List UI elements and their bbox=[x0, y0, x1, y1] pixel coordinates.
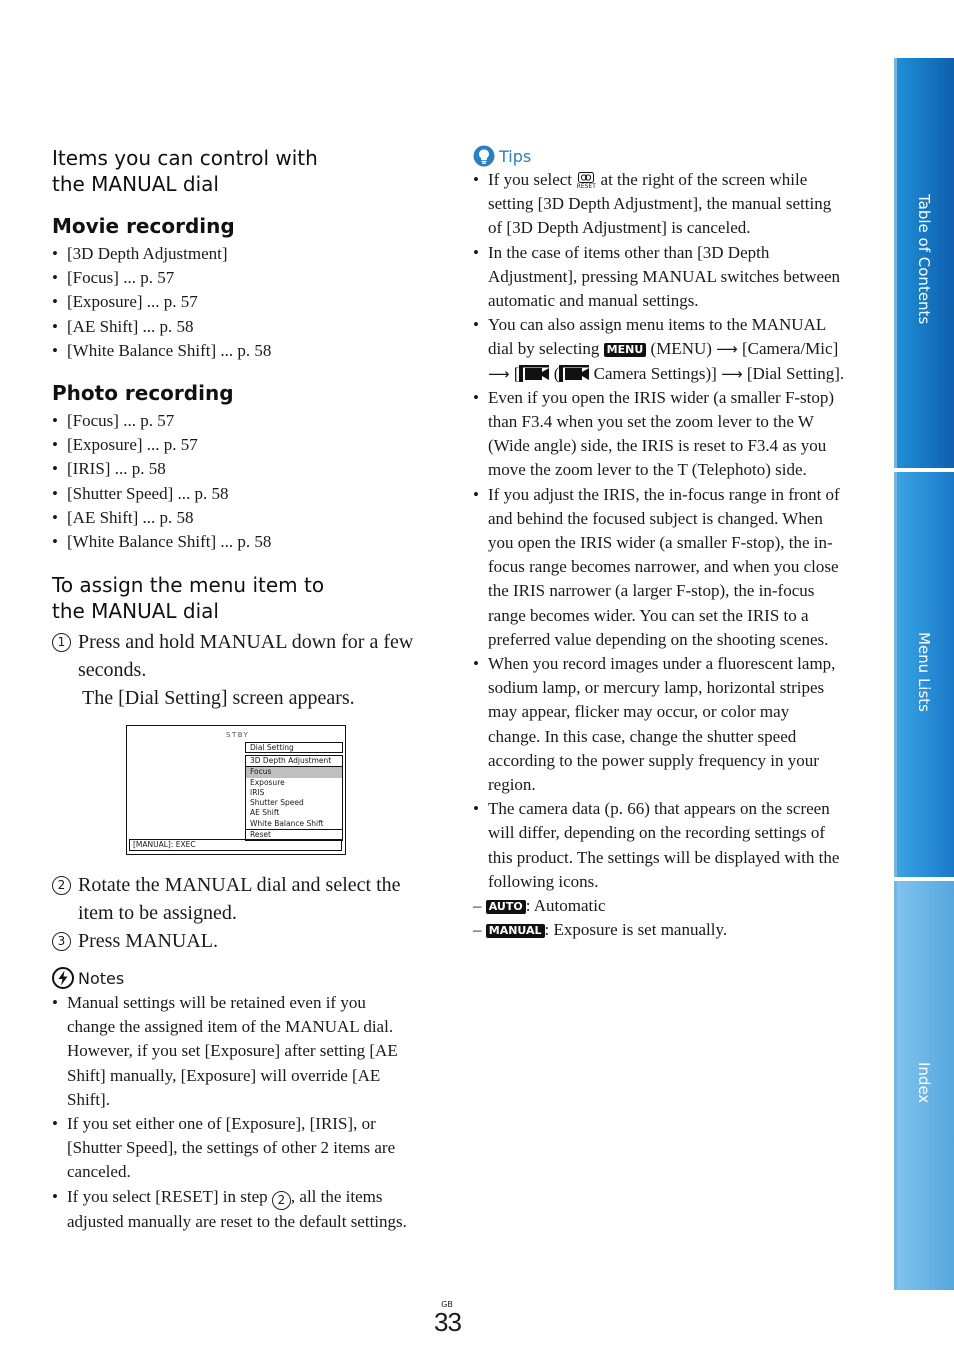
list-item bbox=[473, 313, 845, 386]
list-item: • Even if you open the IRIS wider (a smaller F-stop) than F3.4 when you set the zoom lever to the W (Wide angle) side, the IRIS is reset to F3.4 as you move the zoom lever to the T (Telephoto) side. bbox=[473, 386, 845, 483]
tip-text: If you select bbox=[488, 170, 577, 189]
step-number-badge: 2 bbox=[272, 1191, 291, 1210]
manual-icon: MANUAL bbox=[486, 924, 545, 938]
menu-item: IRIS bbox=[250, 787, 265, 797]
legend-text: : Automatic bbox=[525, 896, 606, 916]
camera-settings-icon bbox=[559, 365, 589, 382]
step-2 bbox=[52, 871, 422, 927]
menu-button-icon: MENU bbox=[604, 343, 647, 357]
list-item: • [3D Depth Adjustment] bbox=[52, 242, 422, 266]
tip-text: ( bbox=[549, 363, 560, 383]
movie-recording-heading: Movie recording bbox=[52, 214, 235, 238]
right-column bbox=[473, 145, 845, 943]
list-item: • [IRIS] ... p. 58 bbox=[52, 457, 422, 481]
step-number-badge: 2 bbox=[52, 876, 71, 895]
tip-text: [Dial Setting]. bbox=[742, 363, 845, 383]
sidebar-nav bbox=[894, 58, 954, 1290]
tip-text: at the right of the screen while setting [3D Depth Adjustment], the manual setting of [3D Depth Adjustment] is canceled. bbox=[488, 170, 832, 238]
exec-bar: [MANUAL]: EXEC bbox=[129, 839, 342, 851]
list-item: • Manual settings will be retained even if you change the assigned item of the MANUAL dial. However, if you set [Exposure] after setting [AE Shift] manually, [Exposure] will override [AE Shift]. bbox=[52, 991, 417, 1112]
camera-settings-icon bbox=[519, 365, 549, 382]
notes-label: Notes bbox=[78, 968, 125, 988]
reset-icon bbox=[576, 172, 596, 190]
page-number-value: 33 bbox=[434, 1307, 461, 1337]
list-item: • [Focus] ... p. 57 bbox=[52, 266, 422, 290]
note-text: If you select [RESET] in step bbox=[67, 1186, 272, 1206]
step-number-badge: 1 bbox=[52, 633, 71, 652]
list-item bbox=[473, 168, 845, 241]
tip-text: [ bbox=[509, 363, 520, 383]
assign-heading: To assign the menu item to the MANUAL dial bbox=[52, 573, 325, 624]
dial-setting-menu bbox=[245, 742, 343, 841]
tips-label: Tips bbox=[499, 146, 532, 166]
step-text: Press MANUAL. bbox=[78, 930, 218, 952]
legend-text: : Exposure is set manually. bbox=[544, 920, 728, 940]
menu-item: 3D Depth Adjustment bbox=[246, 756, 342, 767]
menu-item: Shutter Speed bbox=[250, 798, 304, 808]
list-item bbox=[473, 797, 845, 942]
menu-box bbox=[245, 755, 343, 841]
menu-title: Dial Setting bbox=[245, 742, 343, 753]
menu-item: AE Shift bbox=[250, 808, 280, 818]
notes-icon bbox=[52, 967, 74, 989]
tab-label: Table of Contents bbox=[915, 194, 933, 325]
arrow-right-icon: ⟶ bbox=[488, 364, 510, 383]
tips-list bbox=[473, 168, 845, 943]
step-number-badge: 3 bbox=[52, 932, 71, 951]
list-item: • [White Balance Shift] ... p. 58 bbox=[52, 530, 422, 554]
tab-index[interactable] bbox=[894, 881, 954, 1290]
step-3 bbox=[52, 927, 422, 955]
tab-label: Menu Lists bbox=[915, 632, 933, 712]
list-item: • In the case of items other than [3D Depth Adjustment], pressing MANUAL switches between automatic and manual settings. bbox=[473, 241, 845, 314]
note-text: , all the items adjusted manually are reset to the default settings. bbox=[67, 1186, 407, 1231]
arrow-right-icon: ⟶ bbox=[716, 340, 738, 359]
list-item: • [Focus] ... p. 57 bbox=[52, 409, 422, 433]
step-1 bbox=[52, 628, 418, 712]
dash: – bbox=[473, 920, 482, 940]
stby-indicator: STBY bbox=[226, 731, 250, 739]
icon-legend-manual bbox=[473, 918, 845, 942]
reset-icon-text: RESET bbox=[576, 183, 596, 190]
list-item: • [Exposure] ... p. 57 bbox=[52, 433, 422, 457]
tip-text: [Camera/Mic] bbox=[737, 339, 839, 359]
tab-menu-lists[interactable] bbox=[894, 472, 954, 877]
list-item: • When you record images under a fluorescent lamp, sodium lamp, or mercury lamp, horizontal stripes may appear, flicker may occur, or color may change. In this case, change the shutter speed according to the power supply frequency in your region. bbox=[473, 652, 845, 797]
tips-header bbox=[473, 145, 845, 167]
movie-items-list bbox=[52, 242, 422, 363]
left-column-lower bbox=[52, 871, 422, 1234]
photo-items-list bbox=[52, 409, 422, 554]
step-text: Press and hold MANUAL down for a few seconds. bbox=[78, 631, 414, 682]
tip-text: Camera Settings)] bbox=[589, 363, 722, 383]
list-item: • [Exposure] ... p. 57 bbox=[52, 290, 422, 314]
page-number bbox=[434, 1300, 461, 1337]
photo-recording-heading: Photo recording bbox=[52, 381, 234, 406]
region-code: GB bbox=[441, 1300, 453, 1309]
menu-item-highlighted: Focus bbox=[246, 767, 342, 777]
arrow-right-icon: ⟶ bbox=[721, 364, 743, 383]
tip-text: The camera data (p. 66) that appears on the screen will differ, depending on the recording settings of this product. The settings will be displayed with the following icons. bbox=[488, 799, 840, 891]
lightbulb-icon bbox=[473, 145, 495, 167]
list-item: • If you set either one of [Exposure], [IRIS], or [Shutter Speed], the settings of other 2 items are canceled. bbox=[52, 1112, 417, 1185]
list-item: • [Shutter Speed] ... p. 58 bbox=[52, 482, 422, 506]
tab-table-of-contents[interactable] bbox=[894, 58, 954, 468]
manual-dial-heading: Items you can control with the MANUAL dial bbox=[52, 146, 318, 196]
menu-item: Reset bbox=[246, 829, 342, 840]
left-column bbox=[52, 145, 422, 712]
list-item bbox=[52, 1185, 417, 1234]
list-item: • [AE Shift] ... p. 58 bbox=[52, 315, 422, 339]
menu-item: White Balance Shift bbox=[250, 818, 324, 828]
menu-item: Exposure bbox=[250, 777, 285, 787]
dash: – bbox=[473, 896, 482, 916]
dial-setting-screen-figure bbox=[126, 725, 346, 855]
list-item: • If you adjust the IRIS, the in-focus range in front of and behind the focused subject is changed. When you open the IRIS wider (a smaller F-stop), the in-focus range becomes narrower, and when you close the IRIS narrower (a larger F-stop), the in-focus range becomes wider. You can set the IRIS to a preferred value depending on the shooting scenes. bbox=[473, 483, 845, 652]
notes-header bbox=[52, 967, 422, 989]
list-item: • [AE Shift] ... p. 58 bbox=[52, 506, 422, 530]
step-text: Rotate the MANUAL dial and select the item to be assigned. bbox=[78, 874, 401, 924]
step-result-text: The [Dial Setting] screen appears. bbox=[82, 687, 355, 710]
list-item: • [White Balance Shift] ... p. 58 bbox=[52, 339, 422, 363]
notes-list bbox=[52, 991, 417, 1234]
tip-text: You can also assign menu items to the MANUAL dial by selecting bbox=[488, 315, 826, 359]
icon-legend-auto bbox=[473, 894, 845, 918]
tab-label: Index bbox=[915, 1062, 933, 1104]
auto-icon: AUTO bbox=[486, 900, 526, 914]
tip-text: (MENU) bbox=[646, 339, 717, 359]
